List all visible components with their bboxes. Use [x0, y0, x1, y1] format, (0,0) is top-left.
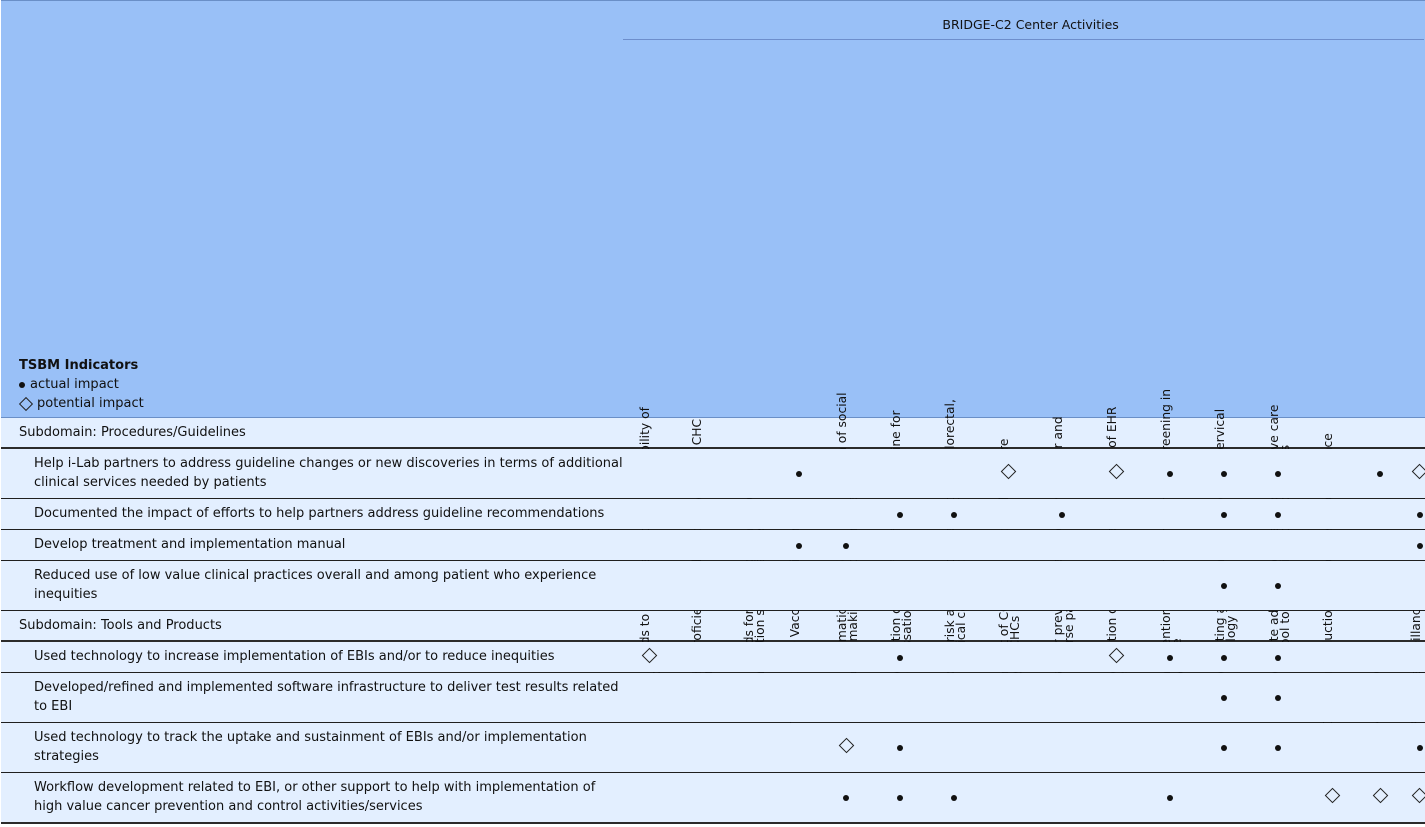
- subdomain-label: Subdomain: Procedures/Guidelines: [1, 418, 1425, 449]
- column-header: [1089, 40, 1143, 418]
- impact-cell: [873, 499, 927, 530]
- indicator-label: Used technology to track the uptake and sustainment of EBIs and/or implementation strategies: [1, 723, 623, 773]
- table-row: [1, 773, 1425, 824]
- actual-impact-dot-icon: [1275, 695, 1281, 701]
- impact-cell: [675, 773, 727, 824]
- impact-cell: [675, 530, 727, 561]
- indicator-label: Documented the impact of efforts to help partners address guideline recommendations: [1, 499, 623, 530]
- impact-cell: [1401, 530, 1425, 561]
- impact-cell: [623, 561, 675, 611]
- impact-cell: [927, 723, 981, 773]
- column-header: [779, 40, 819, 418]
- actual-impact-dot-icon: [1221, 655, 1227, 661]
- indicators-title: TSBM Indicators: [19, 358, 139, 373]
- impact-cell: [727, 530, 779, 561]
- impact-cell: [1089, 773, 1143, 824]
- impact-cell: [1305, 448, 1359, 499]
- actual-impact-dot-icon: [1417, 543, 1423, 549]
- impact-cell: [873, 561, 927, 611]
- impact-cell: [1401, 641, 1425, 673]
- impact-cell: [873, 530, 927, 561]
- actual-impact-dot-icon: [1377, 471, 1383, 477]
- impact-cell: [1197, 448, 1251, 499]
- impact-cell: [779, 530, 819, 561]
- impact-cell: [873, 723, 927, 773]
- impact-cell: [727, 773, 779, 824]
- impact-cell: [1305, 673, 1359, 723]
- impact-cell: [1401, 561, 1425, 611]
- actual-impact-dot-icon: [796, 543, 802, 549]
- impact-cell: [623, 499, 675, 530]
- column-header: [1305, 40, 1359, 418]
- impact-cell: [819, 673, 873, 723]
- impact-cell: [1197, 673, 1251, 723]
- potential-impact-diamond-icon: [641, 647, 657, 663]
- impact-cell: [1143, 723, 1197, 773]
- impact-cell: [623, 530, 675, 561]
- impact-cell: [623, 773, 675, 824]
- impact-cell: [1089, 673, 1143, 723]
- actual-impact-dot-icon: [1167, 471, 1173, 477]
- actual-impact-dot-icon: [1275, 745, 1281, 751]
- impact-cell: [1305, 641, 1359, 673]
- column-header: [819, 40, 873, 418]
- actual-impact-dot-icon: [1221, 471, 1227, 477]
- impact-cell: [1035, 499, 1089, 530]
- impact-cell: [1089, 723, 1143, 773]
- impact-cell: [873, 673, 927, 723]
- impact-cell: [981, 448, 1035, 499]
- impact-cell: [873, 448, 927, 499]
- impact-cell: [623, 723, 675, 773]
- potential-impact-diamond-icon: [1324, 788, 1340, 804]
- actual-impact-dot-icon: [951, 795, 957, 801]
- legend-actual: actual impact: [19, 377, 119, 392]
- indicator-label: Used technology to increase implementation of EBIs and/or to reduce inequities: [1, 641, 623, 673]
- impact-cell: [981, 673, 1035, 723]
- impact-cell: [727, 641, 779, 673]
- impact-cell: [927, 561, 981, 611]
- impact-cell: [623, 641, 675, 673]
- actual-impact-dot-icon: [1059, 512, 1065, 518]
- actual-impact-dot-icon: [1275, 471, 1281, 477]
- impact-cell: [1359, 561, 1401, 611]
- actual-impact-dot-icon: [1417, 745, 1423, 751]
- impact-cell: [1401, 499, 1425, 530]
- impact-cell: [1089, 530, 1143, 561]
- impact-cell: [1359, 530, 1401, 561]
- impact-cell: [1251, 773, 1305, 824]
- impact-cell: [675, 673, 727, 723]
- impact-cell: [1305, 561, 1359, 611]
- impact-cell: [1143, 448, 1197, 499]
- impact-cell: [981, 723, 1035, 773]
- impact-cell: [1401, 723, 1425, 773]
- impact-cell: [1359, 673, 1401, 723]
- column-header: [1251, 40, 1305, 418]
- impact-cell: [675, 561, 727, 611]
- actual-impact-dot-icon: [897, 655, 903, 661]
- impact-cell: [1035, 561, 1089, 611]
- impact-cell: [779, 448, 819, 499]
- indicator-label: Workflow development related to EBI, or other support to help with implementation of high value cancer prevention and control activities/services: [1, 773, 623, 824]
- impact-cell: [1197, 499, 1251, 530]
- impact-cell: [727, 448, 779, 499]
- impact-cell: [1305, 773, 1359, 824]
- impact-cell: [1089, 641, 1143, 673]
- column-header: [1401, 40, 1425, 418]
- actual-impact-dot-icon: [1417, 512, 1423, 518]
- impact-cell: [927, 530, 981, 561]
- impact-cell: [819, 723, 873, 773]
- column-header: [1197, 40, 1251, 418]
- impact-cell: [623, 673, 675, 723]
- actual-impact-dot-icon: [897, 512, 903, 518]
- impact-cell: [1359, 773, 1401, 824]
- impact-cell: [1143, 561, 1197, 611]
- impact-cell: [675, 723, 727, 773]
- indicator-label: Help i-Lab partners to address guideline changes or new discoveries in terms of additional clinical services needed by patients: [1, 448, 623, 499]
- impact-cell: [819, 773, 873, 824]
- table-row: [1, 561, 1425, 611]
- table-row: [1, 641, 1425, 673]
- potential-impact-diamond-icon: [838, 738, 854, 754]
- impact-cell: [1197, 723, 1251, 773]
- actual-impact-dot-icon: [1167, 795, 1173, 801]
- impact-cell: [981, 530, 1035, 561]
- impact-cell: [1143, 499, 1197, 530]
- column-header: [981, 40, 1035, 418]
- impact-cell: [981, 641, 1035, 673]
- impact-cell: [873, 641, 927, 673]
- impact-cell: [1143, 641, 1197, 673]
- column-header: [623, 40, 675, 418]
- impact-cell: [623, 448, 675, 499]
- column-header: [927, 40, 981, 418]
- impact-cell: [1251, 448, 1305, 499]
- impact-cell: [727, 673, 779, 723]
- actual-impact-dot-icon: [1275, 583, 1281, 589]
- column-header: [873, 40, 927, 418]
- dot-icon: [19, 382, 25, 388]
- legend-potential: potential impact: [19, 396, 144, 411]
- impact-cell: [1305, 530, 1359, 561]
- impact-cell: [819, 499, 873, 530]
- potential-impact-diamond-icon: [1108, 647, 1124, 663]
- impact-cell: [873, 773, 927, 824]
- impact-cell: [819, 530, 873, 561]
- actual-impact-dot-icon: [1275, 512, 1281, 518]
- impact-cell: [1035, 673, 1089, 723]
- impact-cell: [1401, 673, 1425, 723]
- impact-cell: [1197, 561, 1251, 611]
- impact-cell: [779, 773, 819, 824]
- impact-cell: [1359, 641, 1401, 673]
- impact-cell: [779, 499, 819, 530]
- impact-cell: [927, 673, 981, 723]
- impact-cell: [1197, 773, 1251, 824]
- impact-cell: [981, 561, 1035, 611]
- actual-impact-dot-icon: [1221, 583, 1227, 589]
- column-header: [675, 40, 727, 418]
- impact-cell: [675, 641, 727, 673]
- impact-cell: [675, 448, 727, 499]
- impact-cell: [1035, 723, 1089, 773]
- diamond-icon: [19, 396, 33, 410]
- impact-cell: [1401, 773, 1425, 824]
- impact-cell: [727, 561, 779, 611]
- table-row: [1, 448, 1425, 499]
- actual-impact-dot-icon: [1221, 512, 1227, 518]
- impact-cell: [1251, 530, 1305, 561]
- indicator-label: Developed/refined and implemented software infrastructure to deliver test results related to EBI: [1, 673, 623, 723]
- impact-cell: [1359, 448, 1401, 499]
- impact-cell: [1089, 561, 1143, 611]
- group-header: BRIDGE-C2 Center Activities: [623, 1, 1425, 41]
- impact-cell: [1251, 641, 1305, 673]
- potential-impact-diamond-icon: [1412, 788, 1425, 804]
- actual-impact-dot-icon: [796, 471, 802, 477]
- impact-cell: [779, 561, 819, 611]
- impact-cell: [1251, 499, 1305, 530]
- impact-cell: [1143, 773, 1197, 824]
- impact-cell: [1089, 448, 1143, 499]
- table-row: [1, 723, 1425, 773]
- impact-cell: [727, 723, 779, 773]
- impact-cell: [1035, 641, 1089, 673]
- actual-impact-dot-icon: [1275, 655, 1281, 661]
- table-row: [1, 499, 1425, 530]
- impact-cell: [1143, 530, 1197, 561]
- header-spacer: [1, 1, 623, 41]
- impact-cell: [1359, 499, 1401, 530]
- impact-cell: [927, 773, 981, 824]
- table-row: [1, 530, 1425, 561]
- actual-impact-dot-icon: [1167, 655, 1173, 661]
- impact-cell: [981, 499, 1035, 530]
- indicator-label: Develop treatment and implementation manual: [1, 530, 623, 561]
- impact-cell: [819, 561, 873, 611]
- impact-cell: [1197, 641, 1251, 673]
- actual-impact-dot-icon: [897, 795, 903, 801]
- potential-impact-diamond-icon: [1108, 464, 1124, 480]
- column-header: [727, 40, 779, 418]
- impact-cell: [1251, 561, 1305, 611]
- tsbm-activities-table: [1, 0, 1425, 824]
- impact-cell: [779, 723, 819, 773]
- impact-cell: [727, 499, 779, 530]
- actual-impact-dot-icon: [897, 745, 903, 751]
- impact-cell: [927, 499, 981, 530]
- impact-cell: [1251, 673, 1305, 723]
- impact-cell: [927, 641, 981, 673]
- impact-cell: [1305, 723, 1359, 773]
- potential-impact-diamond-icon: [1372, 788, 1388, 804]
- column-header: [1143, 40, 1197, 418]
- impact-cell: [1197, 530, 1251, 561]
- impact-cell: [927, 448, 981, 499]
- indicator-label: Reduced use of low value clinical practices overall and among patient who experience inequities: [1, 561, 623, 611]
- impact-cell: [981, 773, 1035, 824]
- actual-impact-dot-icon: [951, 512, 957, 518]
- impact-cell: [819, 641, 873, 673]
- actual-impact-dot-icon: [843, 543, 849, 549]
- actual-impact-dot-icon: [1221, 745, 1227, 751]
- impact-cell: [1035, 530, 1089, 561]
- impact-cell: [1305, 499, 1359, 530]
- actual-impact-dot-icon: [1221, 695, 1227, 701]
- impact-cell: [1035, 773, 1089, 824]
- impact-cell: [779, 641, 819, 673]
- table-row: [1, 673, 1425, 723]
- column-header: [1359, 40, 1401, 418]
- potential-impact-diamond-icon: [1000, 464, 1016, 480]
- actual-impact-dot-icon: [843, 795, 849, 801]
- impact-cell: [779, 673, 819, 723]
- impact-cell: [1359, 723, 1401, 773]
- impact-cell: [1401, 448, 1425, 499]
- impact-cell: [1035, 448, 1089, 499]
- impact-cell: [1089, 499, 1143, 530]
- column-header: [1035, 40, 1089, 418]
- impact-cell: [1143, 673, 1197, 723]
- impact-cell: [819, 448, 873, 499]
- corner-legend: [1, 40, 623, 418]
- impact-cell: [675, 499, 727, 530]
- potential-impact-diamond-icon: [1412, 464, 1425, 480]
- subdomain-label: Subdomain: Tools and Products: [1, 611, 1425, 642]
- impact-cell: [1251, 723, 1305, 773]
